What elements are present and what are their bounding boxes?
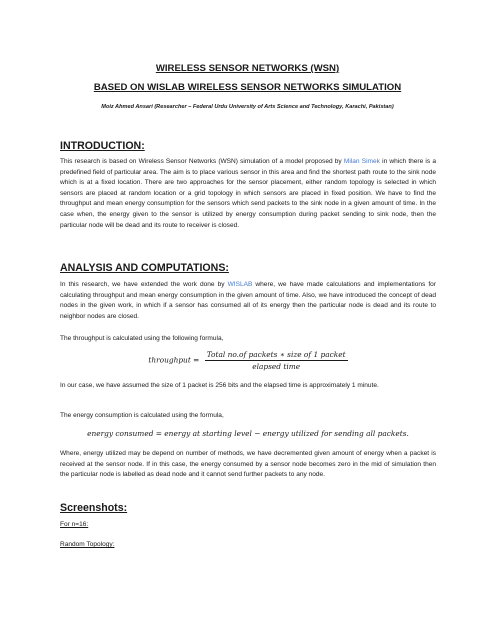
analysis-paragraph-4: The energy consumption is calculated using the formula, <box>60 412 224 419</box>
equation-lhs: throughput = <box>148 355 200 365</box>
paper-subtitle: BASED ON WISLAB WIRELESS SENSOR NETWORKS SIMULATION <box>93 82 402 93</box>
analysis-paragraph-3: In our case, we have assumed the size of 1 packet is 256 bits and the elapsed time is approximately 1 minute. <box>60 382 379 389</box>
equation-denominator: elapsed time <box>252 362 301 371</box>
energy-equation: energy consumed = energy at starting level − energy utilized for sending all packets. <box>87 429 409 438</box>
introduction-paragraph: This research is based on Wireless Sensor Networks (WSN) simulation of a model proposed by Milan Simek in which there is a predefined field of particular area. The aim is to place various sensor in this area and find the shortest path route to the sink node which is at a fixed location. There are two approaches for the sensor placement, either random topology is selected in which sensors are placed at random location or a grid topology in which sensors are placed in fixed position. We have to find the throughput and mean energy consumption for the sensors which send packets to the sink node in a given amount of time. In the case when, the energy given to the sensor is utilized by energy consumption during packet sending to sink node, then the particular node will be dead and its route to receiver is closed. <box>60 158 436 229</box>
wislab-link[interactable]: WISLAB <box>227 281 253 288</box>
analysis-paragraph-2: The throughput is calculated using the following formula, <box>60 335 224 342</box>
screenshots-subheading-random: Random Topology: <box>60 541 115 548</box>
analysis-paragraph-5: Where, energy utilized may be depend on number of methods, we have decremented given amount of energy when a packet is received at the sensor node. If in this case, the energy consumed by a sensor node becomes zero in the mid of simulation then the particular node is labelled as dead node and it cannot send further packets to any node. <box>60 450 436 479</box>
author-line: Moiz Ahmed Ansari (Researcher – Federal Urdu University of Arts Science and Technology, Karachi, Pakistan) <box>101 104 394 110</box>
equation-numerator: Total no.of packets ∗ size of 1 packet <box>206 350 346 359</box>
throughput-equation <box>60 350 436 371</box>
equation-fraction <box>205 350 348 371</box>
screenshots-heading: Screenshots: <box>60 502 128 514</box>
analysis-paragraph-1: In this research, we have extended the work done by WISLAB where, we have made calculations and implementations for calculating throughput and mean energy consumption in the given amount of time. Also, we have introduced the concept of dead nodes in the given work, in which if a sensor has consumed all of its energy then the particular node is dead and its route to neighbor nodes are closed. <box>60 281 436 320</box>
screenshots-subheading-n16: For n=16: <box>60 521 89 528</box>
paper-title: WIRELESS SENSOR NETWORKS (WSN) <box>155 63 340 74</box>
analysis-heading: ANALYSIS AND COMPUTATIONS: <box>60 262 229 274</box>
introduction-heading: INTRODUCTION: <box>60 140 145 152</box>
milan-simek-link[interactable]: Milan Simek <box>343 158 380 165</box>
